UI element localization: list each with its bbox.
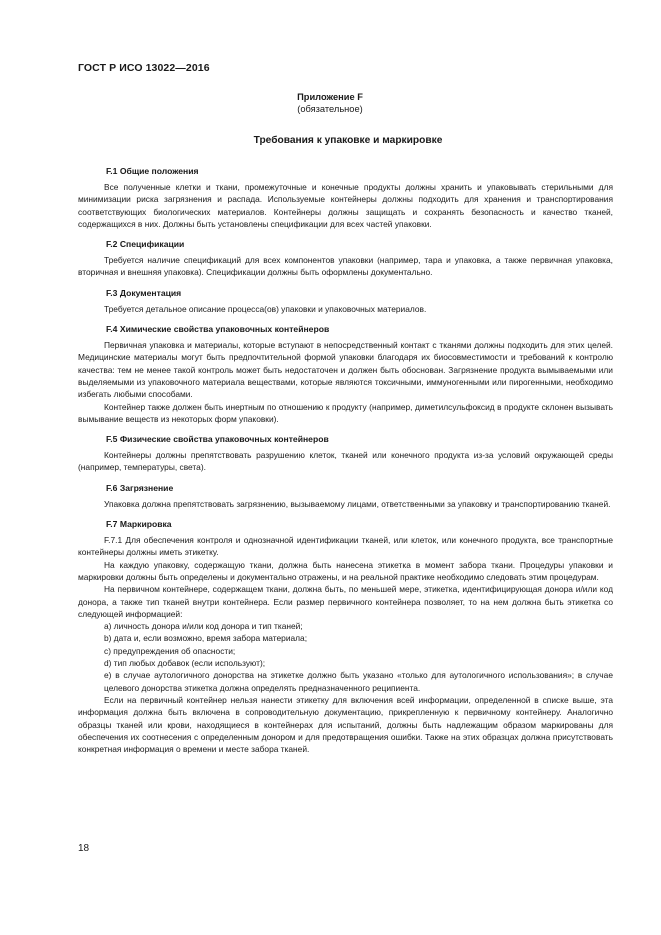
annex-title: Приложение F [297, 92, 363, 102]
paragraph: F.7.1 Для обеспечения контроля и однозначной идентификации тканей, или клеток, или конечного продукта, все транспортные контейнеры должны иметь этикетку. [78, 535, 613, 558]
section-heading-f5: F.5 Физические свойства упаковочных контейнеров [106, 434, 329, 445]
page-number: 18 [78, 843, 90, 854]
paragraph: Требуется наличие спецификаций для всех компонентов упаковки (например, тара и упаковка, а также первичная упаковка, вторичная и внешняя упаковка). Спецификации должны быть оформлены документально. [78, 255, 613, 278]
page-title: Требования к упаковке и маркировке [253, 135, 443, 146]
section-heading-f7: F.7 Маркировка [106, 519, 172, 530]
section-heading-f1: F.1 Общие положения [106, 166, 199, 176]
paragraph: Первичная упаковка и материалы, которые вступают в непосредственный контакт с тканями должны подходить для этих целей. Медицинские материалы могут быть предпочтительной формой упаковки благодаря их биосовместимости и требований к контролю качества: тем не менее такой контроль может быть недостаточен и должен быть обоснован. Загрязнение продукта вымываемыми или выделяемыми из упаковочного материала веществами, которые являются токсичными, иммуногенными или пирогенными, необходимо избегать любыми способами. [78, 340, 613, 400]
paragraph: Все полученные клетки и ткани, промежуточные и конечные продукты должны хранить и упаковывать стерильными для минимизации риска загрязнения и распада. Используемые контейнеры должны подходить для хранения и транспортирования соответствующих биологических материалов. Контейнеры должны защищать и сохранять безопасность и качество тканей, содержащихся в них. Должны быть установлены спецификации для всех частей упаковки. [78, 182, 613, 229]
annex-status: (обязательное) [297, 104, 363, 114]
list-item: d) тип любых добавок (если используют); [104, 658, 266, 669]
standard-header: ГОСТ Р ИСО 13022—2016 [78, 62, 210, 74]
list-item: b) дата и, если возможно, время забора материала; [104, 633, 308, 644]
section-heading-f3: F.3 Документация [106, 287, 182, 298]
paragraph: Контейнеры должны препятствовать разрушению клеток, тканей или конечного продукта из-за условий окружающей среды (например, температуры, света). [78, 450, 613, 473]
list-item: c) предупреждения об опасности; [104, 645, 236, 656]
section-heading-f6: F.6 Загрязнение [106, 482, 174, 493]
list-item: e) в случае аутологичного донорства на этикетке должно быть указано «только для аутологичного использования»; в случае целевого донорства этикетка должна определять предназначенного реципиента. [104, 670, 613, 693]
document-body [78, 165, 613, 755]
paragraph: Если на первичный контейнер нельзя нанести этикетку для включения всей информации, определенной в списке выше, эта информация должна быть включена в сопроводительную документацию, прикрепленную к первичному контейнеру. Аналогично образцы тканей или крови, находящиеся в контейнерах для испытаний, должны быть надлежащим образом маркированы для обеспечения их соотнесения с определенным донором и для предотвращения ошибки. Также на этих образцах должна присутствовать конкретная информация о времени и месте забора тканей. [78, 694, 613, 755]
annex-block [78, 91, 582, 115]
paragraph: На каждую упаковку, содержащую ткани, должна быть нанесена этикетка в момент забора ткани. Процедуры упаковки и маркировки должны быть определены и документально отражены, и на реальной практике необходимо следовать этим процедурам. [78, 559, 613, 582]
section-heading-f4: F.4 Химические свойства упаковочных контейнеров [106, 324, 330, 335]
list-item: a) личность донора и/или код донора и тип тканей; [104, 621, 303, 632]
paragraph: Требуется детальное описание процесса(ов) упаковки и упаковочных материалов. [104, 303, 427, 314]
section-heading-f2: F.2 Спецификации [106, 239, 185, 250]
paragraph: На первичном контейнере, содержащем ткани, должна быть, по меньшей мере, этикетка, идентифицирующая донора и/или код донора, а также тип тканей внутри контейнера. Если размер первичного контейнера позволяет, то на нем должна быть этикетка со следующей информацией: [78, 584, 613, 619]
paragraph: Контейнер также должен быть инертным по отношению к продукту (например, диметилсульфоксид в продукте склонен вызывать вымывание веществ из некоторых форм упаковки). [78, 401, 613, 424]
paragraph: Упаковка должна препятствовать загрязнению, вызываемому лицами, ответственными за упаковку и транспортированию тканей. [104, 498, 611, 509]
